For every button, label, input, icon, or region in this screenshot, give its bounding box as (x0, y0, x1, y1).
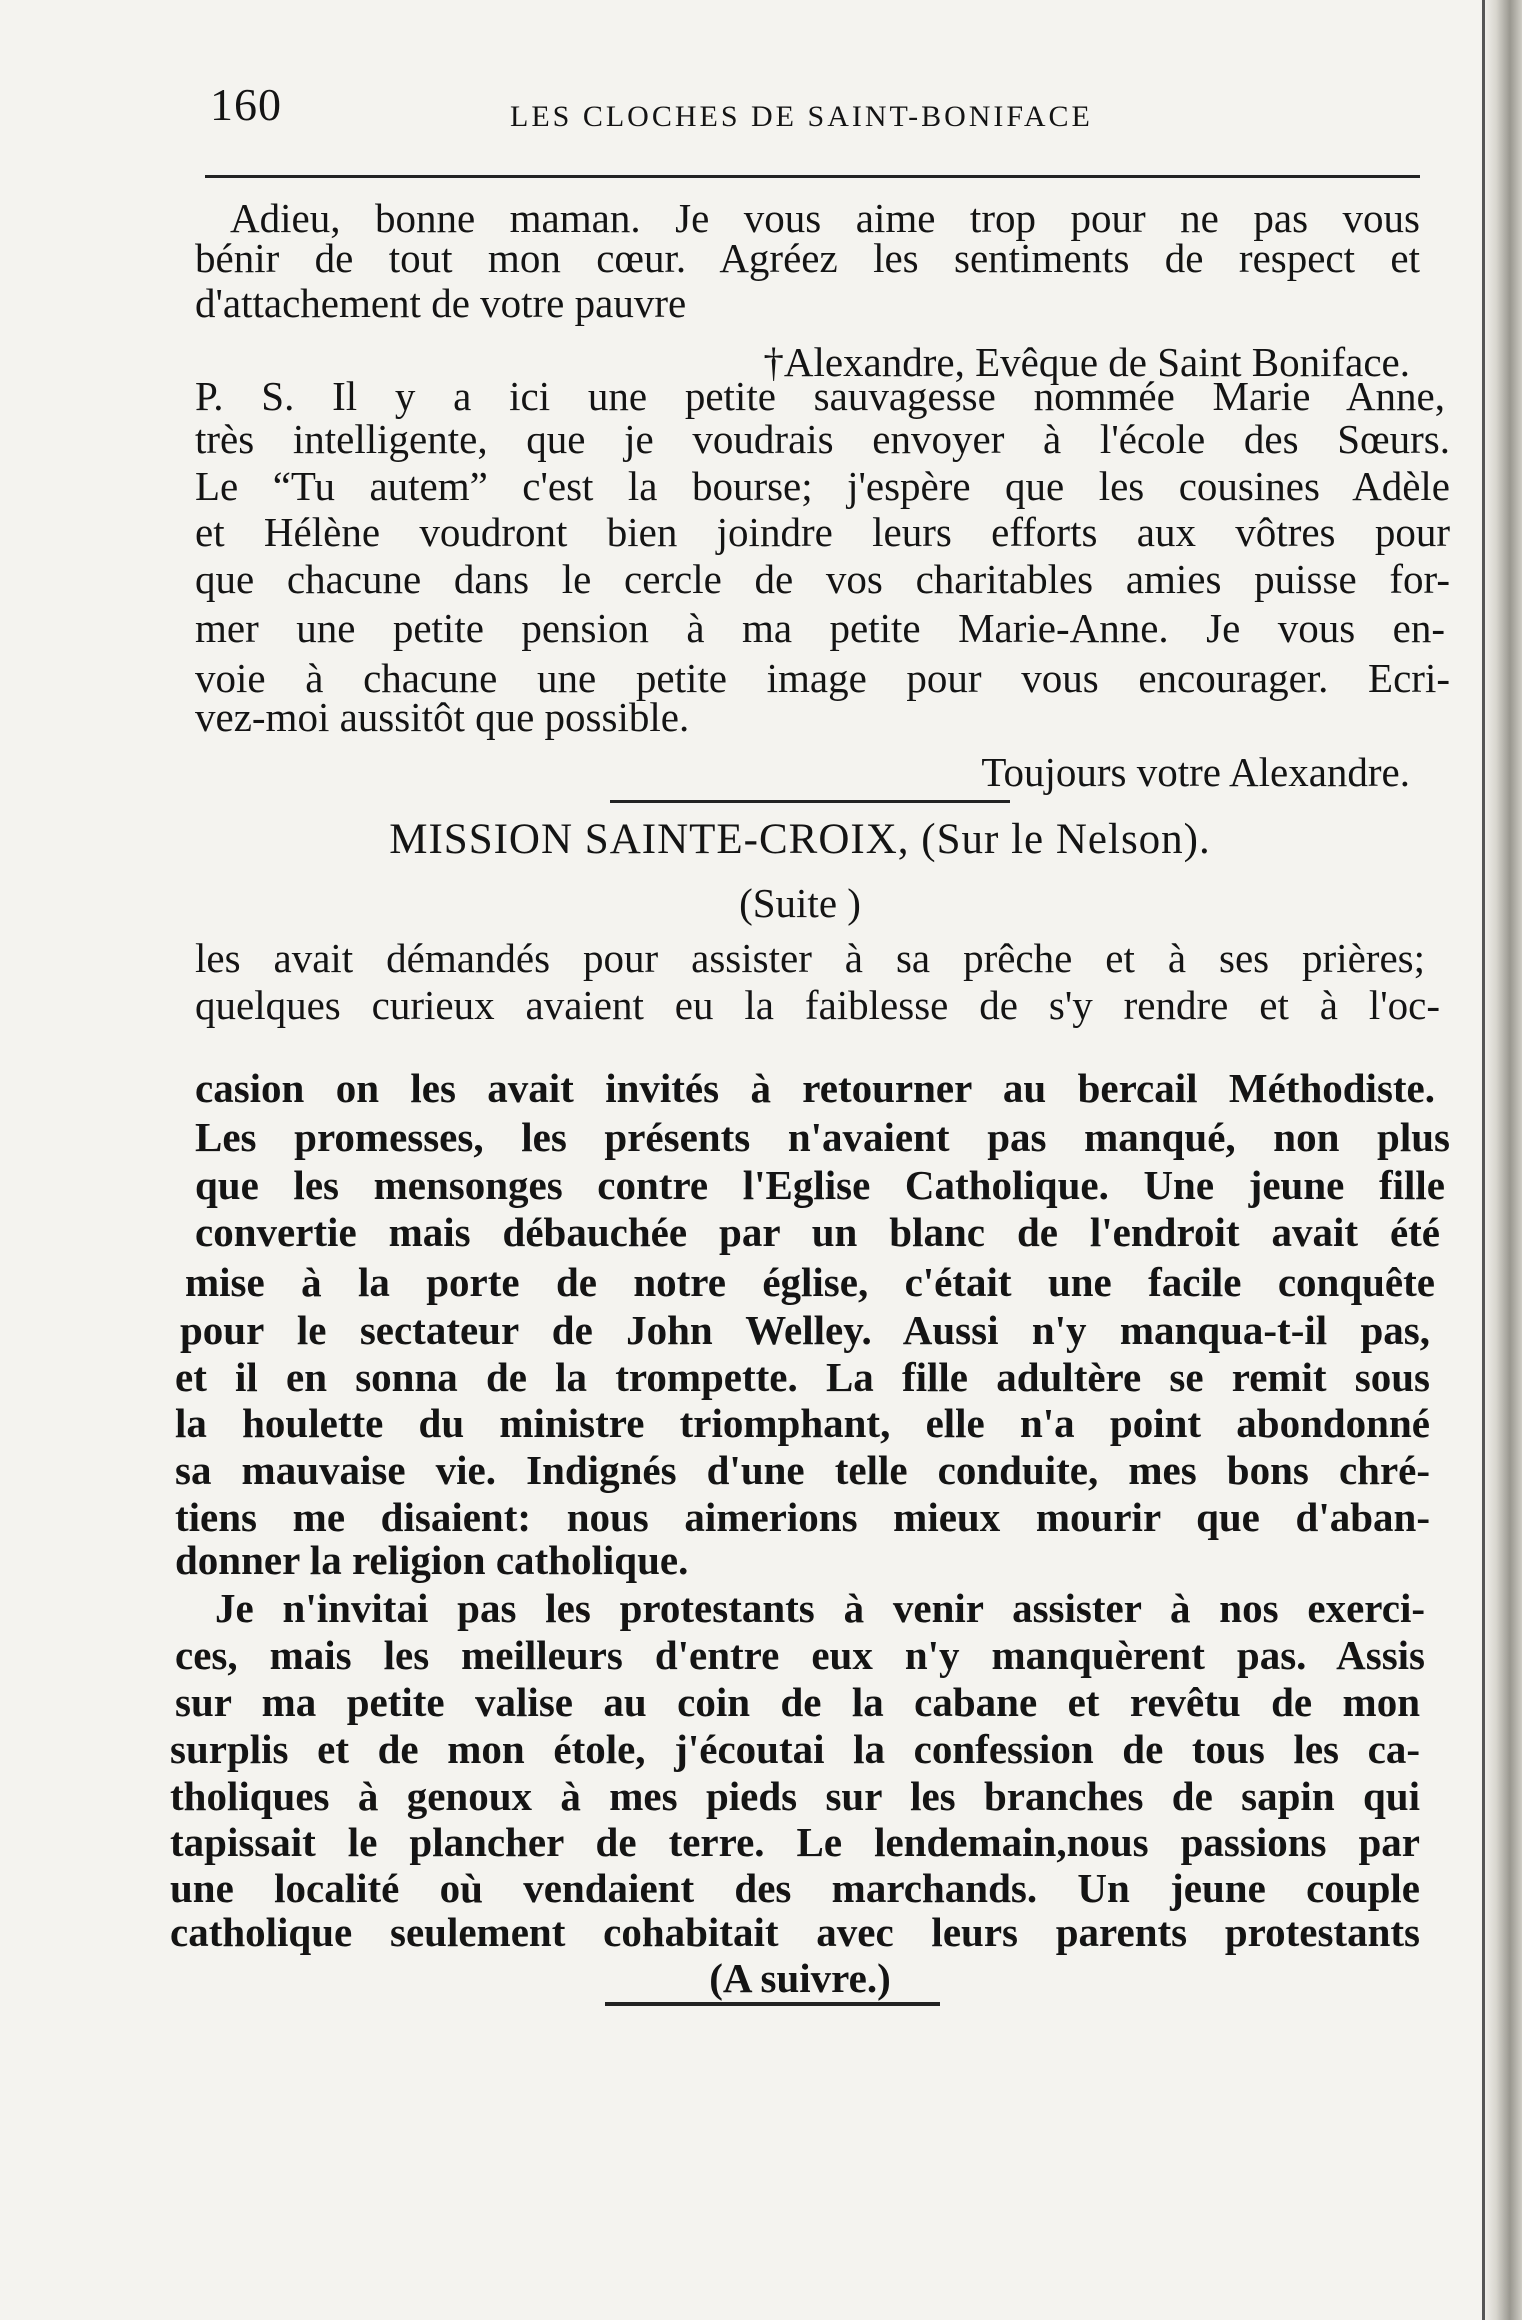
page-edge-line (1482, 0, 1485, 2320)
article-line: tholiques à genoux à mes pieds sur les branches de sapin qui (170, 1773, 1420, 1819)
article-title: MISSION SAINTE-CROIX, (Sur le Nelson). (389, 816, 1211, 863)
header-rule (205, 175, 1420, 178)
article-line: mise à la porte de notre église, c'était une facile conquête (185, 1259, 1435, 1305)
article-line: que les mensonges contre l'Eglise Catholique. Une jeune fille (195, 1162, 1445, 1208)
article-line: tiens me disaient: nous aimerions mieux mourir que d'aban- (175, 1494, 1430, 1540)
letter-line: bénir de tout mon cœur. Agréez les sentiments de respect et (195, 235, 1420, 281)
letter-closing: Toujours votre Alexandre. (981, 749, 1410, 795)
section-divider (610, 800, 1010, 803)
article-line: la houlette du ministre triomphant, elle n'a point abondonné (175, 1400, 1430, 1446)
page-edge (1482, 0, 1522, 2320)
letter-line: d'attachement de votre pauvre (195, 280, 687, 326)
postscript-line: mer une petite pension à ma petite Marie-Anne. Je vous en- (195, 605, 1445, 651)
postscript-line: que chacune dans le cercle de vos charitables amies puisse for- (195, 556, 1450, 602)
page-number: 160 (210, 79, 282, 130)
article-line: quelques curieux avaient eu la faiblesse de s'y rendre et à l'oc- (195, 982, 1440, 1028)
postscript-line: très intelligente, que je voudrais envoyer à l'école des Sœurs. (195, 416, 1450, 462)
postscript-line: et Hélène voudront bien joindre leurs efforts aux vôtres pour (195, 509, 1450, 555)
article-line: donner la religion catholique. (175, 1537, 689, 1583)
article-line: Je n'invitai pas les protestants à venir assister à nos exerci- (215, 1585, 1425, 1631)
postscript-line: Le “Tu autem” c'est la bourse; j'espère que les cousines Adèle (195, 463, 1450, 509)
page-header (210, 78, 1450, 148)
letter-line: Adieu, bonne maman. Je vous aime trop pour ne pas vous (230, 195, 1420, 241)
letter-signature: †Alexandre, Evêque de Saint Boniface. (763, 339, 1410, 385)
article-line: sa mauvaise vie. Indignés d'une telle conduite, mes bons chré- (175, 1447, 1430, 1493)
continuation-note: (A suivre.) (709, 1955, 891, 2001)
closing-rule (605, 2002, 940, 2006)
article-line: convertie mais débauchée par un blanc de l'endroit avait été (195, 1209, 1440, 1255)
article-line: ces, mais les meilleurs d'entre eux n'y manquèrent pas. Assis (175, 1632, 1425, 1678)
article-line: surplis et de mon étole, j'écoutai la confession de tous les ca- (170, 1726, 1420, 1772)
postscript-line: P. S. Il y a ici une petite sauvagesse nommée Marie Anne, (195, 373, 1445, 419)
article-line: pour le sectateur de John Welley. Aussi n'y manqua-t-il pas, (180, 1307, 1430, 1353)
article-line: une localité où vendaient des marchands. Un jeune couple (170, 1865, 1420, 1911)
article-line: Les promesses, les présents n'avaient pas manqué, non plus (195, 1114, 1450, 1160)
article-line: sur ma petite valise au coin de la cabane et revêtu de mon (175, 1679, 1420, 1725)
running-title: LES CLOCHES DE SAINT-BONIFACE (510, 100, 1093, 133)
article-line: catholique seulement cohabitait avec leurs parents protestants (170, 1909, 1420, 1955)
article-subtitle: (Suite ) (739, 880, 861, 926)
article-line: tapissait le plancher de terre. Le lendemain,nous passions par (170, 1819, 1420, 1865)
article-line: les avait démandés pour assister à sa prêche et à ses prières; (195, 935, 1425, 981)
article-line: et il en sonna de la trompette. La fille adultère se remit sous (175, 1354, 1430, 1400)
postscript-line: voie à chacune une petite image pour vous encourager. Ecri- (195, 655, 1450, 701)
article-line: casion on les avait invités à retourner au bercail Méthodiste. (195, 1065, 1435, 1111)
postscript-line: vez-moi aussitôt que possible. (195, 694, 690, 740)
